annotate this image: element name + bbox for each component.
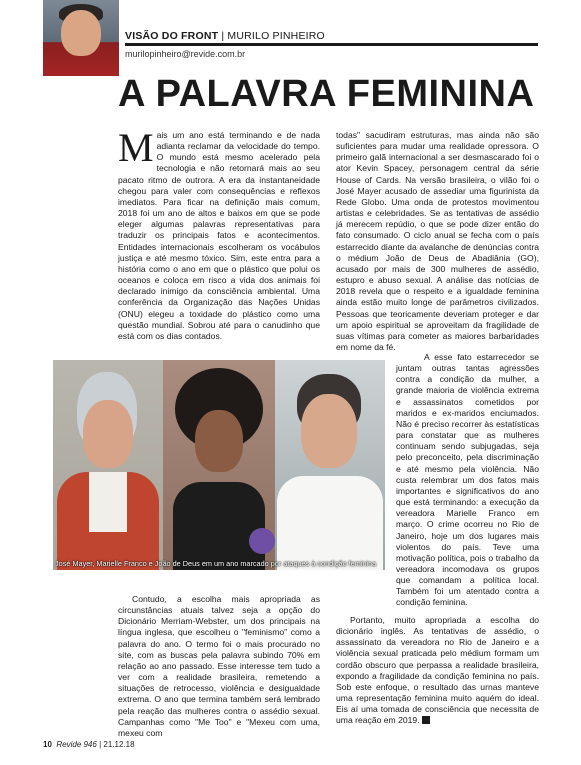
end-mark-icon [422, 716, 430, 724]
author-email[interactable]: murilopinheiro@revide.com.br [125, 49, 246, 59]
photo-marielle-franco [163, 360, 275, 570]
paragraph: A esse fato estarrecedor se juntam outras tantas agressões contra a condição da mulher, a grande maioria de violência extrema e assassinatos cometidos por maridos e ex-maridos enciumados. Não é preciso recorrer às estatísticas para constatar que as mulheres continuam sendo subjugadas, seja pelo preconceito, pela discriminação e até mesmo pela violência. Não custa relembrar um dos fatos mais importantes e significativos do ano que está terminando: a execução da vereadora Marielle Franco em março. O crime ocorreu no Rio de Janeiro, hoje um dos lugares mais violentos do país. Teve uma motivação política, pois o trabalho da vereadora incomodava os grupos que comandam a política local. Também foi um atentado contra a condição feminina. [396, 352, 539, 608]
section-header: VISÃO DO FRONT | MURILO PINHEIRO [125, 30, 325, 42]
article-column-5 [336, 615, 539, 727]
drop-cap: M [118, 125, 154, 170]
article-headline: A PALAVRA FEMININA [118, 73, 535, 115]
article-column-2 [336, 130, 539, 353]
photo-joao-de-deus [275, 360, 385, 570]
article-photo [53, 360, 385, 570]
section-name: VISÃO DO FRONT [125, 30, 219, 42]
author-name: MURILO PINHEIRO [227, 30, 325, 42]
article-column-4 [118, 594, 320, 739]
page-footer: 10 Revide 946 | 21.12.18 [43, 740, 135, 749]
paragraph: Portanto, muito apropriada a escolha do dicionário inglês. As tentativas de assédio, o assassinato da vereadora no Rio de Janeiro e a violência sexual praticada pelo médium formam um cordão obscuro que perpassa a realidade brasileira, expondo a fragilidade da condição feminina no país. Sob este enfoque, o resultado das urnas manteve uma representação feminina muito aquém do ideal. Eis aí uma tomada de consciência que necessita de uma reação em 2019. [336, 615, 539, 726]
author-photo [43, 0, 119, 76]
paragraph: ais um ano está terminando e de nada adianta reclamar da velocidade do tempo. O mundo está mesmo acelerado pela tecnologia e não retornará mais ao seu pacato ritmo de outrora. A era da instantaneidade chegou para valer com consequências e reflexos imediatos. Para ficar na definição mais comum, 2018 foi um ano de altos e baixos em que se pode eleger algumas palavras representativas para traduzir os principais fatos e acontecimentos. Entidades internacionais escolheram os vocábulos justiça e até mesmo tóxico. Sim, este entra para a história como o ano em que o plástico que polui os oceanos e coloca em risco a vida dos animais foi declarado inimigo da consciência ambiental. Uma conferência da Organização das Nações Unidas (ONU) elegeu a toxidade do plástico como uma questão mundial. Sobrou até para o canudinho que está com os dias contados. [118, 130, 320, 341]
magazine-issue: Revide 946 [56, 740, 97, 749]
article-column-3 [396, 352, 539, 609]
paragraph: Contudo, a escolha mais apropriada as circunstâncias atuais talvez seja a opção do Dicionário Merriam-Webster, um dos principais na língua inglesa, que escolheu o "feminismo" como a palavra do ano. O termo foi o mais procurado no site, com as buscas pela palavra subindo 70% em relação ao ano passado. Esse interesse tem tudo a ver com a realidade brasileira, remetendo a situações de retrocesso, violência e desigualdade extrema. O ano que termina também será lembrado pela reação das mulheres contra o assédio sexual. Campanhas como "Me Too" e "Mexeu com uma, mexeu com [118, 594, 320, 738]
header-rule [125, 43, 538, 46]
paragraph: todas" sacudiram estruturas, mas ainda não são suficientes para mudar uma realidade opressora. O primeiro galã internacional a ser desmascarado foi o ator Kevin Spacey, personagem central da série House of Cards. Na versão brasileira, o vilão foi o José Mayer acusado de assediar uma figurinista da Rede Globo. Uma onda de protestos movimentou artistas e celebridades. Se as tentativas de assédio já merecem repúdio, o que se pode dizer então do fato consumado. O ciclo anual se fecha com o país estarrecido diante da avalanche de denúncias contra o médium João de Deus de Abadiânia (GO), acusado por mais de 300 mulheres de assédio, estupro e abuso sexual. A análise das notícias de 2018 revela que o respeito e a igualdade feminina ainda estão muito longe de parâmetros civilizados. Pessoas que teoricamente deveriam proteger e dar um apoio espiritual se aproveitam da fragilidade de suas vítimas para cometer as maiores barbaridades em nome da fé. [336, 130, 539, 352]
photo-caption: José Mayer, Marielle Franco e João de Deus em um ano marcado por ataques à condição feminina [55, 559, 377, 568]
page-number: 10 [43, 740, 52, 749]
photo-jose-mayer [53, 360, 163, 570]
issue-date: 21.12.18 [103, 740, 135, 749]
article-column-1 [118, 125, 320, 342]
